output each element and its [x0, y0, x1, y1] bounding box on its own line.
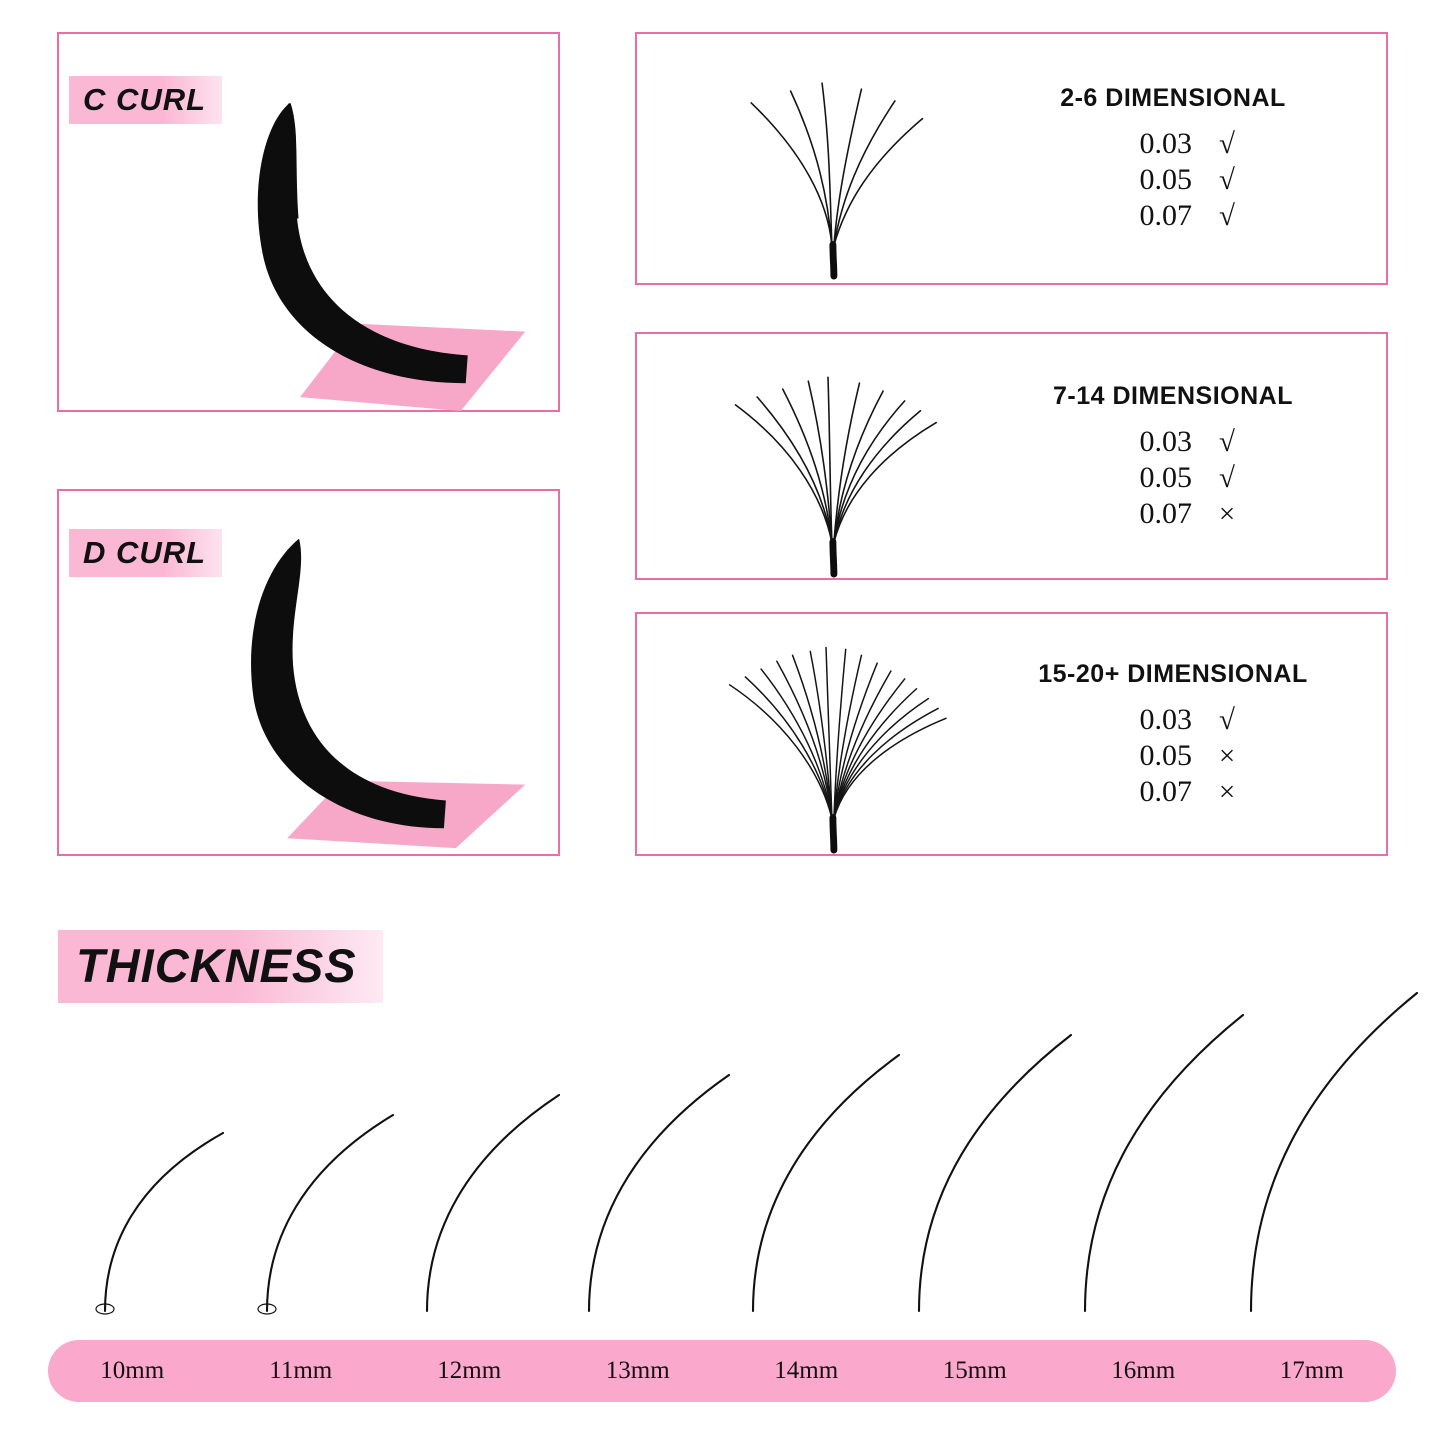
thickness-section-label: THICKNESS	[58, 930, 383, 1003]
c-curl-lash-photo	[59, 34, 558, 411]
availability-row	[1084, 703, 1262, 737]
lash-curve-17mm	[1207, 985, 1431, 1315]
fan-16-lashes-icon	[662, 614, 992, 854]
dimensional-panel-2-6	[635, 32, 1388, 285]
length-label: 11mm	[269, 1357, 333, 1384]
lash-length-row	[55, 980, 1395, 1315]
availability-mark: ×	[1218, 497, 1236, 530]
thickness-availability-list	[1084, 703, 1262, 809]
d-curl-panel	[57, 489, 560, 856]
length-label: 13mm	[605, 1357, 670, 1384]
length-label: 12mm	[437, 1357, 502, 1384]
c-curl-panel	[57, 32, 560, 412]
thickness-value: 0.05	[1139, 460, 1192, 494]
dimensional-panel-15-20	[635, 612, 1388, 856]
thickness-availability-list	[1084, 127, 1262, 233]
thickness-value: 0.05	[1139, 738, 1192, 772]
lash-curve-10mm	[75, 1125, 243, 1315]
d-curl-lash-photo	[59, 491, 558, 855]
availability-mark: √	[1219, 200, 1235, 232]
thickness-value: 0.07	[1139, 496, 1192, 530]
availability-mark: √	[1219, 703, 1235, 736]
length-label: 14mm	[774, 1357, 839, 1384]
lash-curve-12mm	[393, 1087, 575, 1315]
availability-row	[1084, 739, 1262, 773]
thickness-value: 0.05	[1139, 163, 1192, 196]
availability-row	[1084, 199, 1262, 233]
dimensional-title: 2-6 DIMENSIONAL	[1060, 84, 1286, 112]
availability-mark: √	[1219, 128, 1235, 160]
availability-row	[1084, 775, 1262, 809]
dimensional-info-15-20	[978, 614, 1368, 854]
thickness-value: 0.03	[1139, 702, 1192, 736]
dimensional-title: 7-14 DIMENSIONAL	[1053, 381, 1293, 410]
availability-mark: √	[1219, 425, 1235, 458]
dimensional-info-7-14	[978, 334, 1368, 578]
availability-mark: ×	[1218, 775, 1236, 808]
length-label: 15mm	[942, 1357, 1007, 1384]
availability-row	[1084, 461, 1262, 495]
availability-mark: √	[1219, 164, 1235, 196]
dimensional-title: 15-20+ DIMENSIONAL	[1038, 659, 1308, 688]
d-curl-label: D CURL	[69, 529, 222, 577]
length-label: 16mm	[1111, 1357, 1176, 1384]
availability-row	[1084, 163, 1262, 197]
dimensional-panel-7-14	[635, 332, 1388, 580]
lash-curve-11mm	[235, 1107, 410, 1315]
availability-row	[1084, 497, 1262, 531]
length-label: 17mm	[1279, 1357, 1344, 1384]
fan-6-lashes-icon	[662, 34, 992, 283]
thickness-value: 0.07	[1139, 199, 1192, 232]
dimensional-info-2-6	[978, 34, 1368, 283]
availability-mark: √	[1219, 461, 1235, 494]
thickness-value: 0.07	[1139, 774, 1192, 808]
c-curl-label: C CURL	[69, 76, 222, 124]
thickness-value: 0.03	[1139, 127, 1192, 160]
fan-10-lashes-icon	[662, 334, 992, 578]
availability-mark: ×	[1218, 739, 1236, 772]
availability-row	[1084, 425, 1262, 459]
length-label: 10mm	[100, 1357, 165, 1384]
length-scale-bar	[48, 1340, 1396, 1402]
thickness-availability-list	[1084, 425, 1262, 531]
availability-row	[1084, 127, 1262, 161]
thickness-value: 0.03	[1139, 424, 1192, 458]
